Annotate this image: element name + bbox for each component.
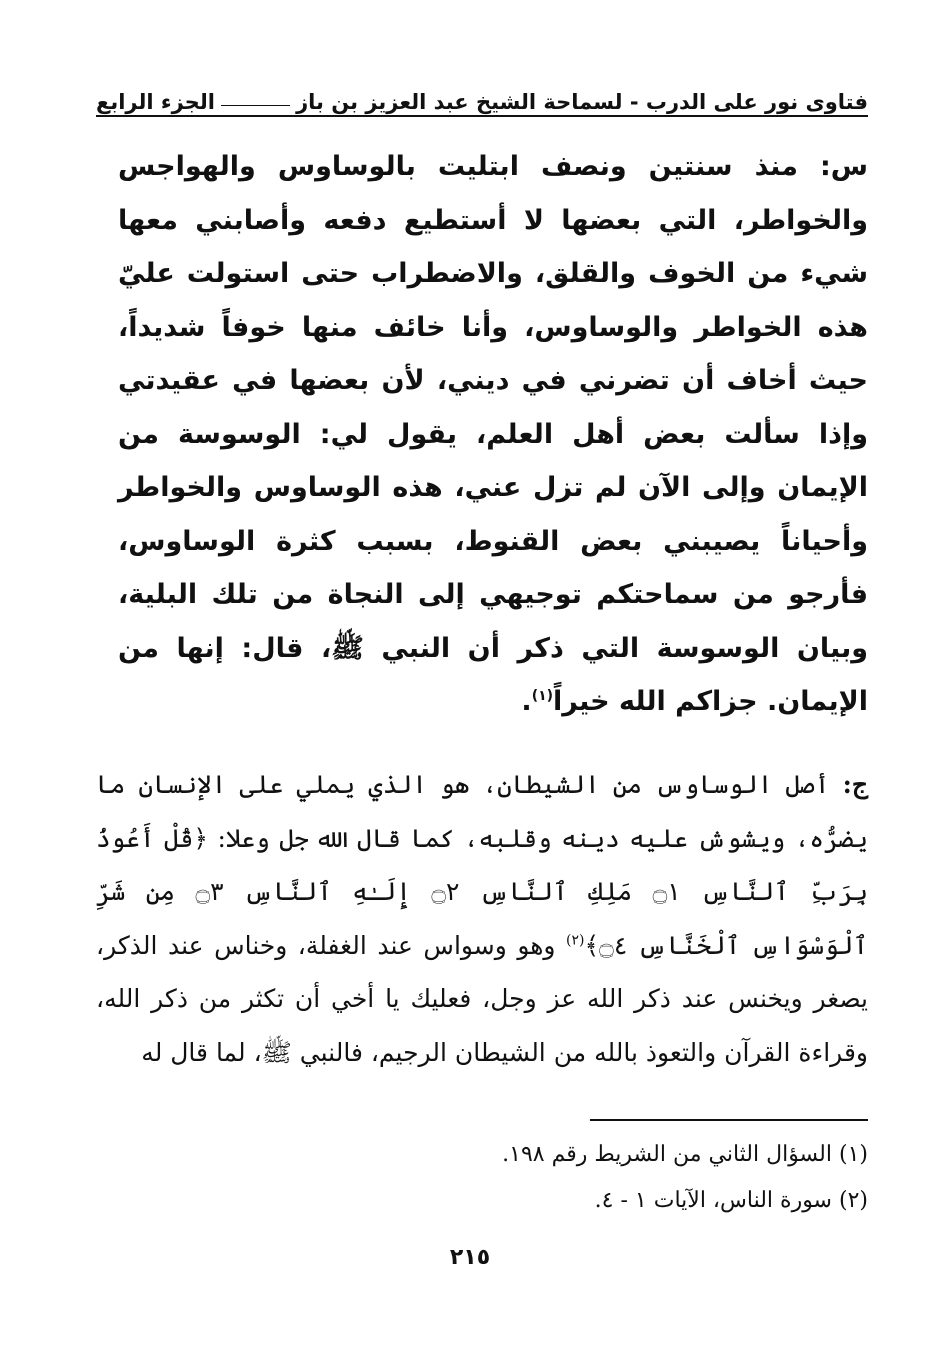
running-header (96, 74, 868, 114)
question-label: س: (819, 151, 868, 182)
question-end: . (521, 686, 532, 717)
question-paragraph (118, 140, 868, 729)
answer-paragraph (96, 758, 868, 1079)
page-number: ٢١٥ (449, 1245, 491, 1270)
book-title: فتاوى نور على الدرب - لسماحة الشيخ عبد العزيز بن باز (296, 90, 868, 114)
footnote-divider (590, 1119, 868, 1121)
header-rule (221, 105, 290, 106)
answer-text-intro: أصل الوساوس من الشيطان، هو الذي يملي على الإنسان ما يضرُّه، ويشوش عليه دينه وقلبه، كما قال الله جل وعلا: (96, 770, 868, 853)
footnote-1: (١) السؤال الثاني من الشريط رقم ١٩٨. (502, 1142, 868, 1167)
quran-verse: ﴿قُلْ أَعُوذُ بِرَبِّ ٱلنَّاسِ ۝١ مَلِكِ ٱلنَّاسِ ۝٢ إِلَـٰهِ ٱلنَّاسِ ۝٣ مِن شَرِّ ٱلْوَسْوَاسِ ٱلْخَنَّاسِ ۝٤﴾ (96, 823, 869, 960)
footnote-ref-1: (١) (531, 688, 554, 704)
header-divider (96, 115, 868, 117)
answer-text-continued: وهو وسواس عند الغفلة، وخناس عند الذكر، يصغر ويخنس عند ذكر الله عز وجل، فعليك يا أخي أن تكثر من ذكر الله، وقراءة القرآن والتعوذ بالله من الشيطان الرجيم، فالنبي ﷺ، لما قال له (96, 930, 868, 1067)
footnotes (96, 1132, 868, 1224)
question-text: منذ سنتين ونصف ابتليت بالوساوس والهواجس والخواطر، التي بعضها لا أستطيع دفعه وأصابني معها شيء من الخوف والقلق، والاضطراب حتى استولت عليّ هذه الخواطر والوساوس، وأنا خائف منها خوفاً شديداً، حيث أخاف أن تضرني في ديني، لأن بعضها في عقيدتي وإذا سألت بعض أهل العلم، يقول لي: الوسوسة من الإيمان وإلى الآن لم تزل عني، هذه الوساوس والخواطر وأحياناً يصيبني بعض القنوط، بسبب كثرة الوساوس، فأرجو من سماحتكم توجيهي إلى النجاة من تلك البلية، وبيان الوسوسة التي ذكر أن النبي ﷺ، قال: إنها من الإيمان. جزاكم الله خيراً (118, 151, 868, 717)
footnote-ref-2: (٢) (566, 932, 585, 949)
footnote-2: (٢) سورة الناس، الآيات ١ - ٤. (594, 1188, 868, 1213)
volume-label: الجزء الرابع (96, 90, 215, 114)
answer-label: ج: (842, 770, 868, 799)
